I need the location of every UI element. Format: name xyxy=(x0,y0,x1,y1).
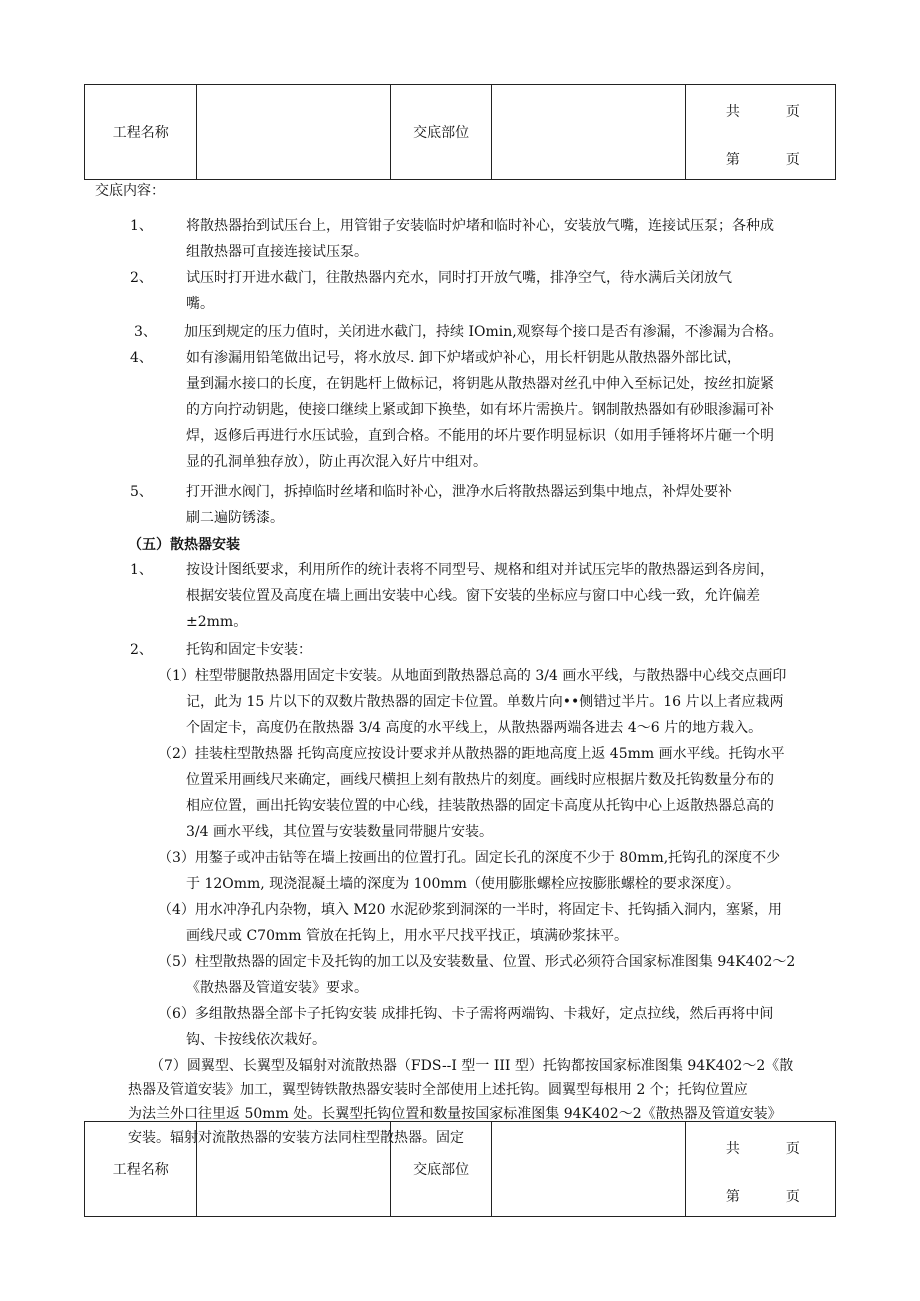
subitem-line: 3/4 画水平线，其位置与安装数量同带腿片安装。 xyxy=(186,824,493,840)
project-name-label: 工程名称 xyxy=(85,85,197,180)
section-title: （五）散热器安装 xyxy=(128,537,240,553)
subitem-line: 个固定卡，高度仍在散热器 3/4 高度的水平线上，从散热器两端各进去 4～6 片的地方栽入。 xyxy=(186,720,763,736)
step-line: 的方向拧动钥匙，使接口继续上紧或卸下换垫，如有坏片需换片。钢制散热器如有砂眼渗漏可补 xyxy=(186,402,774,418)
step-number: 1、 xyxy=(130,218,153,234)
step-line: 嘴。 xyxy=(186,296,214,312)
handover-part-label: 交底部位 xyxy=(391,85,492,180)
subitem-line: 钩、卡按线依次栽好。 xyxy=(186,1032,326,1048)
total-pages-label: 共 xyxy=(725,1141,740,1157)
subitem-line: 画线尺或 C70mm 管放在托钩上，用水平尺找平找正，填满砂浆抹平。 xyxy=(186,928,628,944)
subitem-line: 记，此为 15 片以下的双数片散热器的固定卡位置。单数片向••侧错过半片。16 片以上者应栽两 xyxy=(186,694,784,710)
subitem-line: 热器及管道安装》加工，翼型铸铁散热器安装时全部使用上述托钩。圆翼型每根用 2 个；托钩位置应 xyxy=(128,1082,748,1098)
subitem-line: （4）用水冲净孔内杂物，填入 M20 水泥砂浆到洞深的一半时，将固定卡、托钩插入洞内，塞紧，用 xyxy=(158,902,782,918)
step-line: 将散热器抬到试压台上，用管钳子安装临时炉堵和临时补心，安装放气嘴，连接试压泵；各种成 xyxy=(186,218,774,234)
subitem-line: （1）柱型带腿散热器用固定卡安装。从地面到散热器总高的 3/4 画水平线，与散热器中心线交点画印 xyxy=(158,668,787,684)
subitem-line: 安装。辐射对流散热器的安装方法同柱型散热器。固定 xyxy=(128,1130,464,1146)
subitem-line: （6）多组散热器全部卡子托钩安装 成排托钩、卡子需将两端钩、卡栽好，定点拉线，然后再将中间 xyxy=(158,1006,774,1022)
install-number: 2、 xyxy=(130,642,153,658)
install-line: 按设计图纸要求，利用所作的统计表将不同型号、规格和组对并试压完毕的散热器运到各房间， xyxy=(186,562,774,578)
step-line: 刷二遍防锈漆。 xyxy=(186,510,284,526)
page-number-unit: 页 xyxy=(785,1189,800,1205)
total-pages-label: 共 xyxy=(725,104,740,120)
install-line: 托钩和固定卡安装： xyxy=(186,642,312,658)
header-table-top xyxy=(84,84,836,180)
page-number-label: 第 xyxy=(725,1189,740,1205)
install-line: 根据安装位置及高度在墙上画出安装中心线。窗下安装的坐标应与窗口中心线一致，允许偏差 xyxy=(186,588,760,604)
subitem-line: （5）柱型散热器的固定卡及托钩的加工以及安装数量、位置、形式必须符合国家标准图集 94K402～2 xyxy=(158,954,796,970)
subitem-line: 相应位置，画出托钩安装位置的中心线，挂装散热器的固定卡高度从托钩中心上返散热器总高的 xyxy=(186,798,774,814)
handover-part-label: 交底部位 xyxy=(391,1122,492,1217)
handover-part-value xyxy=(491,85,685,180)
subitem-line: 《散热器及管道安装》要求。 xyxy=(186,980,368,996)
step-line: 打开泄水阀门，拆掉临时丝堵和临时补心，泄净水后将散热器运到集中地点，补焊处要补 xyxy=(186,484,732,500)
page-number-label: 第 xyxy=(725,152,740,168)
project-name-value xyxy=(197,85,391,180)
handover-part-value xyxy=(491,1122,685,1217)
page-count-cell xyxy=(685,85,835,180)
step-number: 3、 xyxy=(134,324,157,340)
install-number: 1、 xyxy=(130,562,153,578)
subitem-line: （2）挂装柱型散热器 托钩高度应按设计要求并从散热器的距地高度上返 45mm 画水平线。托钩水平 xyxy=(158,746,785,762)
project-name-label: 工程名称 xyxy=(85,1122,197,1217)
step-line: 如有渗漏用铅笔做出记号，将水放尽. 卸下炉堵或炉补心，用长杆钥匙从散热器外部比试， xyxy=(186,350,741,366)
header-table-bottom xyxy=(84,1121,836,1217)
step-line: 加压到规定的压力值时，关闭进水截门，持续 IOmin,观察每个接口是否有渗漏，不渗漏为合格。 xyxy=(184,324,783,340)
subitem-line: （7）圆翼型、长翼型及辐射对流散热器（FDS--I 型一 III 型）托钩都按国家标准图集 94K402～2《散 xyxy=(150,1058,794,1074)
total-pages-unit: 页 xyxy=(785,104,800,120)
subitem-line: 位置采用画线尺来确定，画线尺横担上刻有散热片的刻度。画线时应根据片数及托钩数量分布的 xyxy=(186,772,774,788)
step-line: 量到漏水接口的长度，在钥匙杆上做标记，将钥匙从散热器对丝孔中伸入至标记处，按丝扣旋紧 xyxy=(186,376,774,392)
step-number: 5、 xyxy=(130,484,153,500)
content-label: 交底内容： xyxy=(95,183,165,199)
step-line: 焊，返修后再进行水压试验，直到合格。不能用的坏片要作明显标识（如用手锤将坏片砸一个明 xyxy=(186,428,774,444)
step-line: 显的孔洞单独存放），防止再次混入好片中组对。 xyxy=(186,454,487,470)
total-pages-unit: 页 xyxy=(785,1141,800,1157)
install-line: ±2mm。 xyxy=(186,614,248,630)
subitem-line: （3）用鏊子或冲击钻等在墙上按画出的位置打孔。固定长孔的深度不少于 80mm,托钩孔的深度不少 xyxy=(158,850,781,866)
page-count-cell xyxy=(685,1122,835,1217)
project-name-value xyxy=(197,1122,391,1217)
step-line: 组散热器可直接连接试压泵。 xyxy=(186,244,368,260)
subitem-line: 为法兰外口往里返 50mm 处。长翼型托钩位置和数量按国家标准图集 94K402～2《散热器及管道安装》 xyxy=(128,1106,782,1122)
step-number: 2、 xyxy=(130,270,153,286)
step-line: 试压时打开进水截门，往散热器内充水，同时打开放气嘴，排净空气，待水满后关闭放气 xyxy=(186,270,732,286)
step-number: 4、 xyxy=(130,350,153,366)
subitem-line: 于 12Omm, 现浇混凝土墙的深度为 100mm（使用膨胀螺栓应按膨胀螺栓的要求深度）。 xyxy=(186,876,740,892)
page-number-unit: 页 xyxy=(785,152,800,168)
